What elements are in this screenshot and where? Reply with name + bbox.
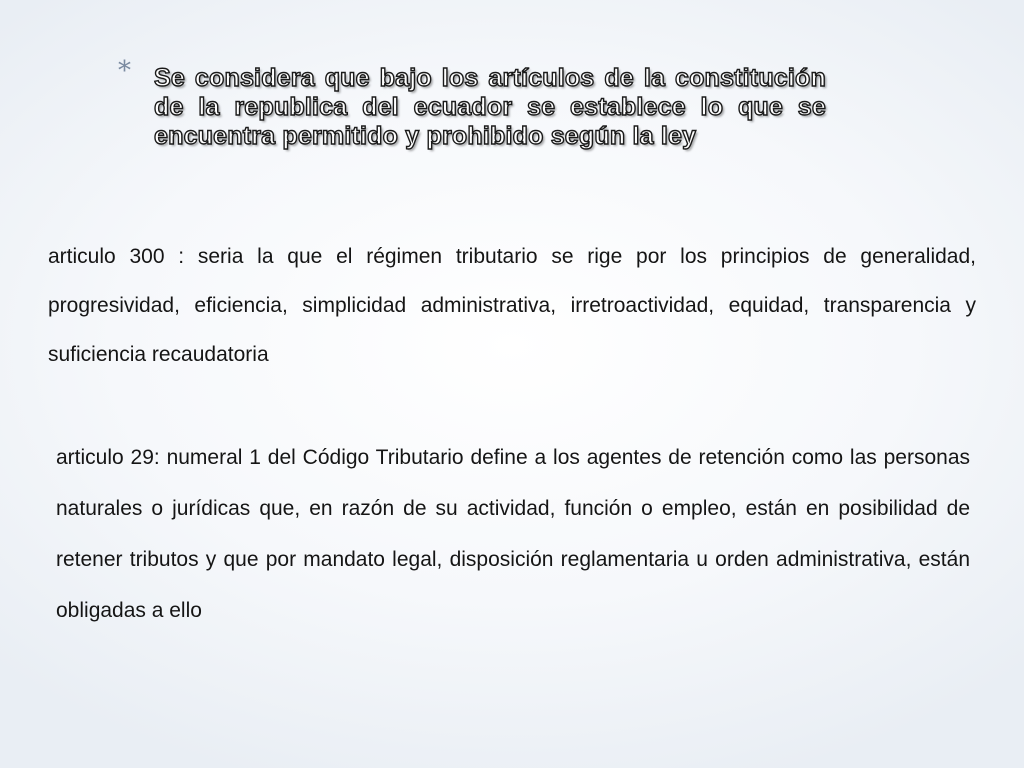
paragraph-articulo-29: articulo 29: numeral 1 del Código Tributario define a los agentes de retención como las personas naturales o jurídicas que, en razón de su actividad, función o empleo, están en posibilidad de retener tributos y que por mandato legal, disposición reglamentaria u orden administrativa, están obligadas a ello — [56, 446, 970, 622]
slide-title: Se considera que bajo los artículos de la constitución de la republica del ecuador se establece lo que se encuentra permitido y prohibido según la ley — [154, 64, 826, 150]
title-bullet-star: * — [118, 56, 131, 86]
paragraph-articulo-300: articulo 300 : seria la que el régimen tributario se rige por los principios de generalidad, progresividad, eficiencia, simplicidad administrativa, irretroactividad, equidad, transparencia y suficiencia recaudatoria — [48, 245, 976, 366]
